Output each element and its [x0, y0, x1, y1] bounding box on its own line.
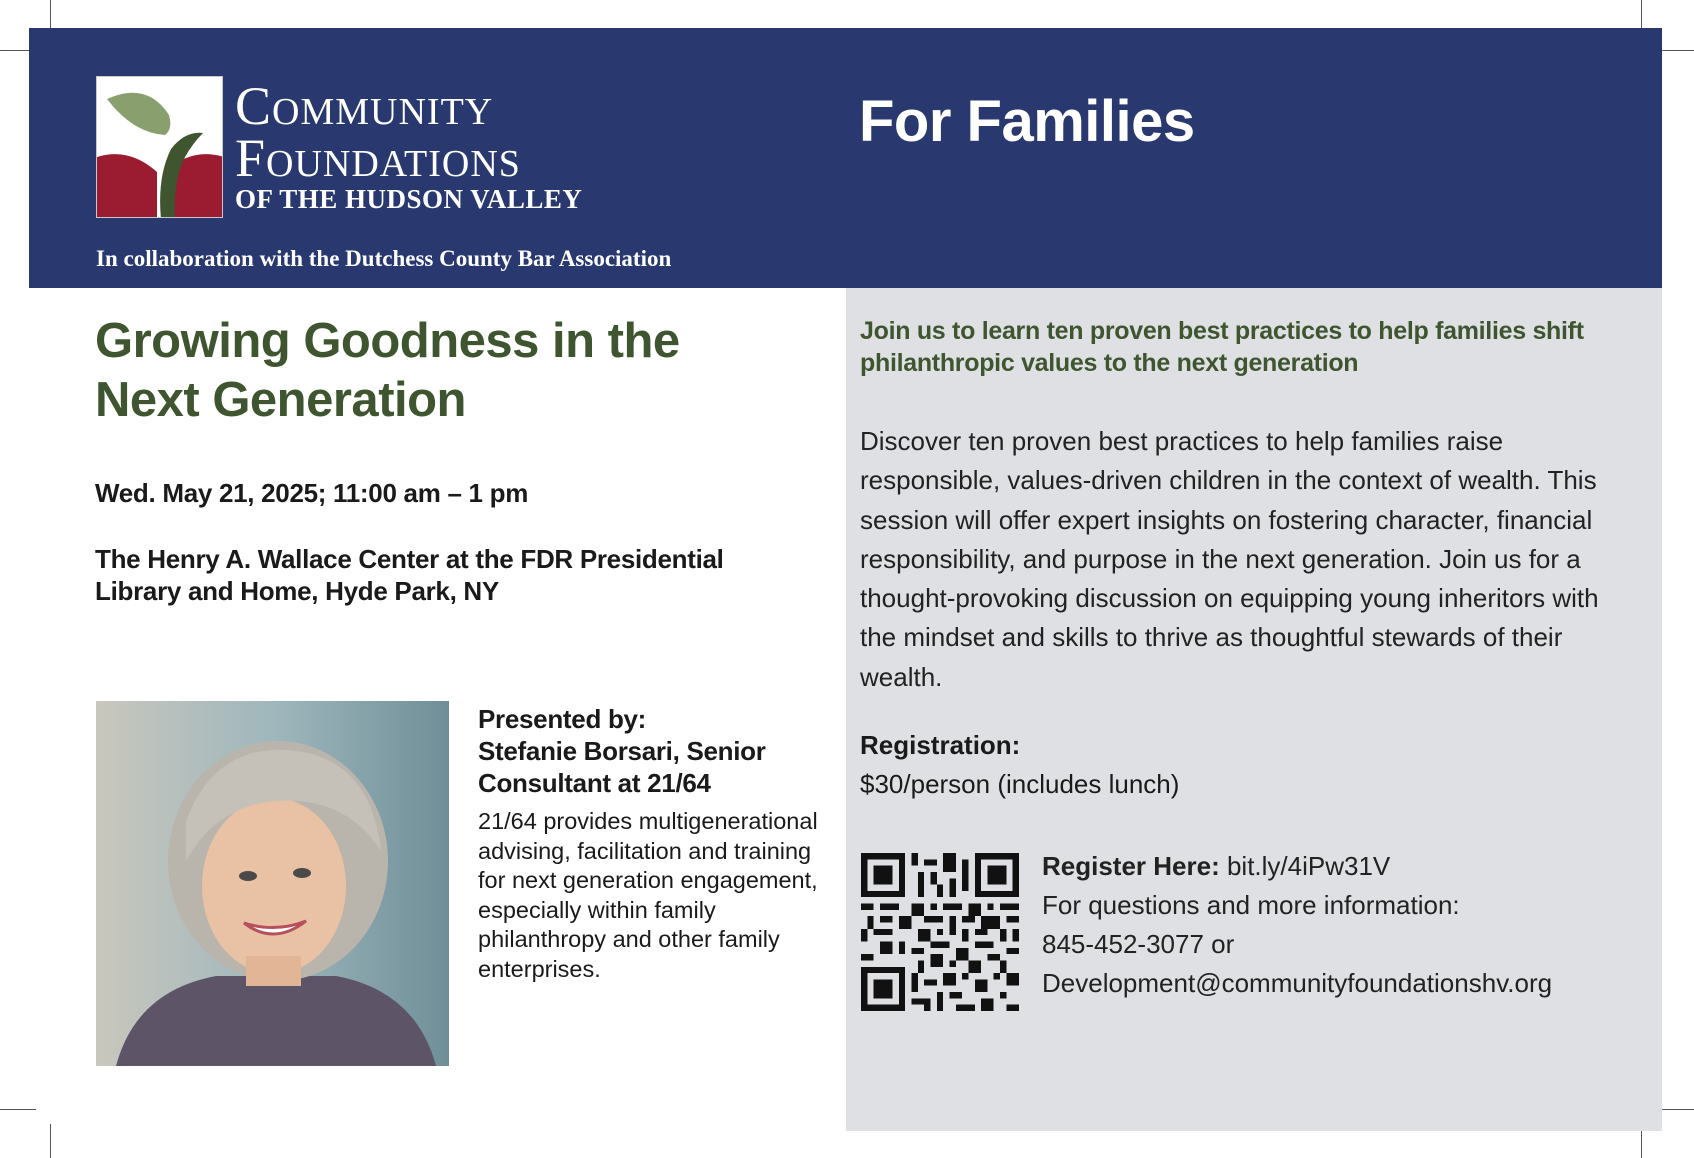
questions-text: For questions and more information: [1042, 890, 1460, 920]
phone-number[interactable]: 845-452-3077 or [1042, 929, 1235, 959]
presenter-bio: 21/64 provides multigenerational advising, facilitation and training for next generation engagement, especially within family philanthropy and other family enterprises. [478, 808, 818, 982]
qr-code[interactable] [861, 853, 1019, 1011]
contact-info [1042, 847, 1552, 1003]
presenter-photo [96, 701, 449, 1066]
lead-statement: Join us to learn ten proven best practices to help families shift philanthropic values to the next generation [860, 317, 1584, 377]
logo-line-1: Community [235, 76, 494, 136]
registration-label: Registration: [860, 730, 1021, 760]
event-description: Discover ten proven best practices to help families raise responsible, values-driven children in the context of wealth. This session will offer expert insights on fostering character, financial responsibility, and purpose in the next generation. Join us for a thought-provoking discussion on equipping young inheritors with the mindset and skills to thrive as thoughtful stewards of their wealth. [860, 426, 1599, 692]
logo-line-3: OF THE HUDSON VALLEY [235, 184, 583, 214]
presenter-name-title: Stefanie Borsari, Senior Consultant at 21/64 [478, 736, 766, 798]
header-band [29, 28, 1662, 288]
register-line [1042, 847, 1552, 886]
event-title: Growing Goodness in the Next Generation [95, 314, 680, 427]
presented-by-label: Presented by: [478, 704, 647, 734]
logo-emblem [96, 76, 223, 218]
registration-price: $30/person (includes lunch) [860, 769, 1180, 799]
event-location: The Henry A. Wallace Center at the FDR Presidential Library and Home, Hyde Park, NY [95, 544, 724, 606]
logo-line-2: Foundations [235, 128, 521, 188]
logo-wordmark [235, 76, 583, 214]
event-datetime: Wed. May 21, 2025; 11:00 am – 1 pm [95, 478, 529, 508]
crop-mark [0, 1109, 36, 1110]
collaboration-note: In collaboration with the Dutchess County Bar Association [96, 246, 672, 271]
register-label: Register Here: [1042, 851, 1220, 881]
presenter-info [478, 703, 828, 984]
audience-heading: For Families [859, 89, 1195, 154]
email-address[interactable]: Development@communityfoundationshv.org [1042, 968, 1553, 998]
crop-mark [50, 1124, 51, 1158]
register-link[interactable]: bit.ly/4iPw31V [1226, 851, 1391, 881]
